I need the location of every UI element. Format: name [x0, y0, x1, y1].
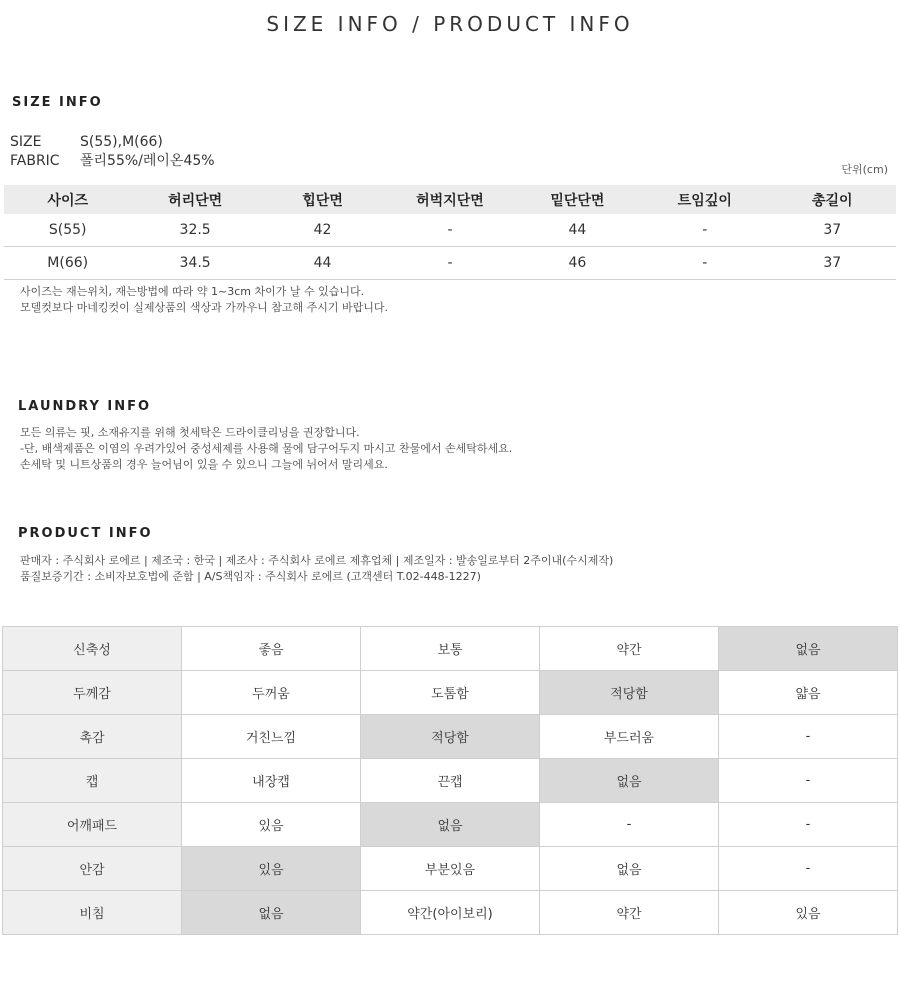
size-notes: [20, 284, 388, 316]
attribute-option-selected: 적당함: [540, 671, 719, 715]
attribute-row: [3, 759, 898, 803]
fabric-spec-row: [10, 150, 215, 170]
attribute-option: 약간: [540, 891, 719, 935]
attribute-label: 비침: [3, 891, 182, 935]
attribute-option-selected: 없음: [182, 891, 361, 935]
attribute-option: -: [540, 803, 719, 847]
size-label: SIZE: [10, 134, 42, 150]
size-note-line: 모델컷보다 마네킹컷이 실제상품의 색상과 가까우니 참고해 주시기 바랍니다.: [20, 301, 389, 314]
laundry-line: -단, 배색제품은 이염의 우려가있어 중성세제를 사용해 물에 담구어두지 마시고 찬물에서 손세탁하세요.: [20, 442, 513, 455]
attribute-row: [3, 803, 898, 847]
laundry-line: 손세탁 및 니트상품의 경우 늘어님이 있을 수 있으니 그늘에 뉘어서 말리세요.: [20, 458, 388, 471]
size-table-cell: 44: [259, 247, 386, 280]
attribute-option: -: [719, 803, 898, 847]
unit-note: 단위(cm): [841, 163, 888, 176]
size-table-cell: 32.5: [131, 214, 258, 247]
attribute-row: [3, 627, 898, 671]
size-table-row: [4, 247, 896, 280]
fabric-value: 폴리55%/레이온45%: [80, 153, 215, 169]
attribute-row: [3, 715, 898, 759]
size-note-line: 사이즈는 재는위치, 재는방법에 따라 약 1~3cm 차이가 날 수 있습니다.: [20, 285, 365, 298]
attribute-label: 안감: [3, 847, 182, 891]
attribute-label: 촉감: [3, 715, 182, 759]
attribute-option: 얇음: [719, 671, 898, 715]
laundry-info-heading: LAUNDRY INFO: [18, 399, 152, 414]
attribute-option: 도톰함: [361, 671, 540, 715]
size-table: [4, 185, 896, 280]
attribute-option: 없음: [540, 847, 719, 891]
size-table-cell: 34.5: [131, 247, 258, 280]
size-table-header: 힙단면: [259, 185, 386, 214]
attribute-option: -: [719, 759, 898, 803]
size-table-cell: 44: [514, 214, 641, 247]
product-line: 판매자 : 주식회사 로에르 | 제조국 : 한국 | 제조사 : 주식회사 로에르 제휴업체 | 제조일자 : 발송일로부터 2주이내(수시제작): [20, 554, 614, 567]
attribute-option-selected: 없음: [540, 759, 719, 803]
size-table-header: 밑단단면: [514, 185, 641, 214]
attribute-row: [3, 891, 898, 935]
attribute-option: -: [719, 715, 898, 759]
size-table-cell: S(55): [4, 214, 131, 247]
page-title: SIZE INFO / PRODUCT INFO: [266, 12, 634, 36]
attribute-option: 두꺼움: [182, 671, 361, 715]
attribute-option: 있음: [182, 803, 361, 847]
attribute-option: 약간(아이보리): [361, 891, 540, 935]
product-info-heading: PRODUCT INFO: [18, 526, 153, 541]
product-line: 품질보증기간 : 소비자보호법에 준함 | A/S책임자 : 주식회사 로에르 (고객센터 T.02-448-1227): [20, 570, 481, 583]
size-info-heading: SIZE INFO: [12, 95, 103, 110]
size-table-header: 허벅지단면: [386, 185, 513, 214]
attribute-option: 내장캡: [182, 759, 361, 803]
laundry-line: 모든 의류는 핏, 소재유지를 위해 첫세탁은 드라이클리닝을 권장합니다.: [20, 426, 360, 439]
attribute-table: [2, 626, 898, 935]
size-table-cell: -: [386, 247, 513, 280]
product-notes: [20, 553, 613, 585]
size-table-cell: 42: [259, 214, 386, 247]
attribute-option: 좋음: [182, 627, 361, 671]
attribute-row: [3, 847, 898, 891]
attribute-option-selected: 없음: [361, 803, 540, 847]
attribute-option: 부분있음: [361, 847, 540, 891]
attribute-option-selected: 적당함: [361, 715, 540, 759]
size-table-cell: -: [641, 247, 768, 280]
size-table-header: 총길이: [769, 185, 896, 214]
attribute-label: 어깨패드: [3, 803, 182, 847]
attribute-option: 거친느낌: [182, 715, 361, 759]
size-value: S(55),M(66): [80, 134, 163, 150]
attribute-label: 캡: [3, 759, 182, 803]
attribute-option: 보통: [361, 627, 540, 671]
attribute-option: 약간: [540, 627, 719, 671]
size-table-row: [4, 214, 896, 247]
size-table-cell: 46: [514, 247, 641, 280]
size-table-header: 허리단면: [131, 185, 258, 214]
attribute-option-selected: 없음: [719, 627, 898, 671]
laundry-notes: [20, 425, 512, 473]
size-table-cell: 37: [769, 214, 896, 247]
fabric-label: FABRIC: [10, 153, 60, 169]
size-table-header-row: [4, 185, 896, 214]
attribute-label: 두께감: [3, 671, 182, 715]
attribute-option-selected: 있음: [182, 847, 361, 891]
attribute-option: -: [719, 847, 898, 891]
size-table-cell: 37: [769, 247, 896, 280]
size-spec-row: [10, 134, 163, 150]
size-table-cell: M(66): [4, 247, 131, 280]
attribute-option: 있음: [719, 891, 898, 935]
size-table-cell: -: [386, 214, 513, 247]
size-table-cell: -: [641, 214, 768, 247]
attribute-option: 부드러움: [540, 715, 719, 759]
size-table-header: 사이즈: [4, 185, 131, 214]
attribute-label: 신축성: [3, 627, 182, 671]
size-table-header: 트임깊이: [641, 185, 768, 214]
attribute-row: [3, 671, 898, 715]
attribute-option: 끈캡: [361, 759, 540, 803]
